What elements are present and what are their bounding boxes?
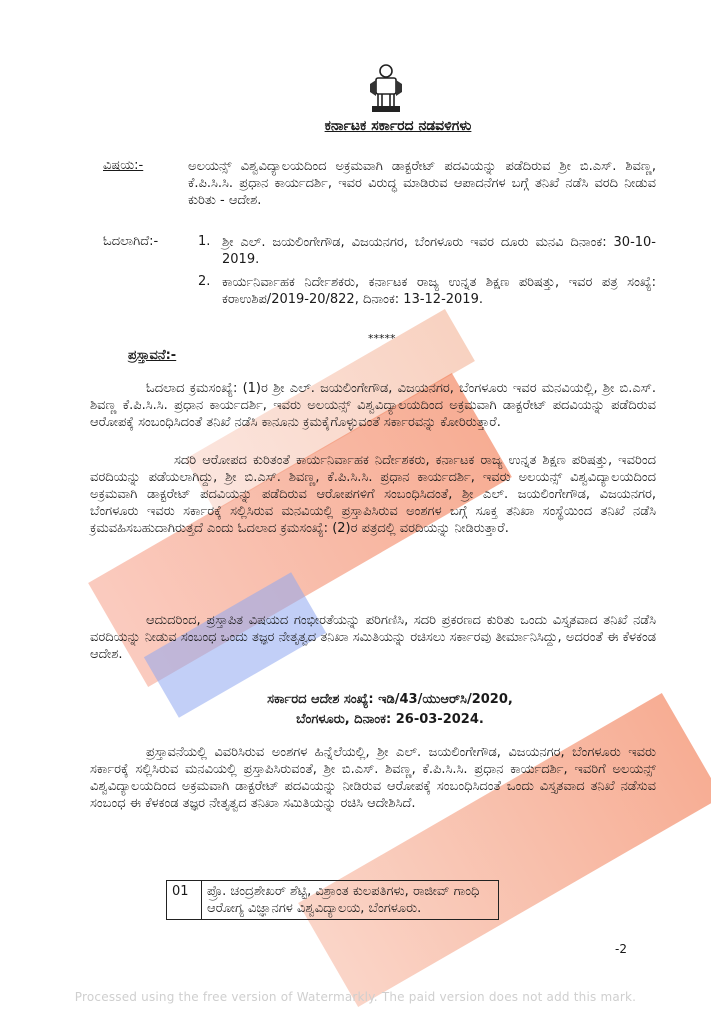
order-body-paragraph: ಪ್ರಸ್ತಾವನೆಯಲ್ಲಿ ವಿವರಿಸಿರುವ ಅಂಶಗಳ ಹಿನ್ನೆಲೆಯಲ್ಲಿ, ಶ್ರೀ ಎಲ್. ಜಯಲಿಂಗೇಗೌಡ, ವಿಜಯನಗರ, ಬೆಂಗಳೂರು ಇವರು ಸರ್ಕಾರಕ್ಕೆ ಸಲ್ಲಿಸಿರುವ ಮನವಿಯಲ್ಲಿ ಪ್ರಸ್ತಾಪಿಸಿರುವಂತೆ, ಶ್ರೀ ಬಿ.ಎಸ್. ಶಿವಣ್ಣ, ಕೆ.ಪಿ.ಸಿ.ಸಿ. ಪ್ರಧಾನ ಕಾರ್ಯದರ್ಶಿ, ಇವರಿಗೆ ಅಲಯನ್ಸ್ ವಿಶ್ವವಿದ್ಯಾಲಯದಿಂದ ಅಕ್ರಮವಾಗಿ ಡಾಕ್ಟರೇಟ್ ಪದವಿಯನ್ನು ನೀಡಿರುವ ಆರೋಪಕ್ಕೆ ಸಂಬಂಧಿಸಿದಂತೆ ಒಂದು ವಿಸ್ತೃತವಾದ ತನಿಖೆ ನಡೆಸುವ ಸಂಬಂಧ ಈ ಕೆಳಕಂಡ ತಜ್ಞರ ನೇತೃತ್ವದ ತನಿಖಾ ಸಮಿತಿಯನ್ನು ರಚಿಸಿ ಆದೇಶಿಸಿದೆ. <box>90 745 656 811</box>
separator-stars: ***** <box>368 332 396 345</box>
reference-number: 1. <box>198 234 211 249</box>
preamble-paragraph: ಆದುದರಿಂದ, ಪ್ರಸ್ತಾಪಿತ ವಿಷಯದ ಗಂಭೀರತೆಯನ್ನು ಪರಿಗಣಿಸಿ, ಸದರಿ ಪ್ರಕರಣದ ಕುರಿತು ಒಂದು ವಿಸ್ತೃತವಾದ ತನಿಖೆ ನಡೆಸಿ ವರದಿಯನ್ನು ನೀಡುವ ಸಂಬಂಧ ಒಂದು ತಜ್ಞರ ನೇತೃತ್ವದ ತನಿಖಾ ಸಮಿತಿಯನ್ನು ರಚಿಸಲು ಸರ್ಕಾರವು ತೀರ್ಮಾನಿಸಿದ್ದು, ಅದರಂತೆ ಈ ಕೆಳಕಂಡ ಆದೇಶ. <box>90 613 656 662</box>
subject-label: ವಿಷಯ:- <box>103 158 144 173</box>
reference-item: ಕಾರ್ಯನಿರ್ವಾಹಕ ನಿರ್ದೇಶಕರು, ಕರ್ನಾಟಕ ರಾಜ್ಯ ಉನ್ನತ ಶಿಕ್ಷಣ ಪರಿಷತ್ತು, ಇವರ ಪತ್ರ ಸಂಖ್ಯೆ: ಕರಾಉಶಿಪ/2019-20/822, ದಿನಾಂಕ: 13-12-2019. <box>222 275 656 307</box>
document-title: ಕರ್ನಾಟಕ ಸರ್ಕಾರದ ನಡವಳಿಗಳು <box>324 118 472 134</box>
order-number: ಸರ್ಕಾರದ ಆದೇಶ ಸಂಖ್ಯೆ: ಇಡಿ/43/ಯುಆರ್‌ಸಿ/2020, <box>267 692 513 707</box>
reference-number: 2. <box>198 274 211 289</box>
watermark-text: Processed using the free version of Watermarkly. The paid version does not add this mark. <box>74 990 637 1004</box>
subject-text: ಅಲಯನ್ಸ್ ವಿಶ್ವವಿದ್ಯಾಲಯದಿಂದ ಅಕ್ರಮವಾಗಿ ಡಾಕ್ಟರೇಟ್ ಪದವಿಯನ್ನು ಪಡೆದಿರುವ ಶ್ರೀ ಬಿ.ಎಸ್. ಶಿವಣ್ಣ, ಕೆ.ಪಿ.ಸಿ.ಸಿ. ಪ್ರಧಾನ ಕಾರ್ಯದರ್ಶಿ, ಇವರ ವಿರುದ್ಧ ಮಾಡಿರುವ ಆಪಾದನೆಗಳ ಬಗ್ಗೆ ತನಿಖೆ ನಡೆಸಿ ವರದಿ ನೀಡುವ ಕುರಿತು - ಆದೇಶ. <box>188 159 656 208</box>
member-name: ಪ್ರೊ. ಚಂದ್ರಶೇಖರ್ ಶೆಟ್ಟಿ, ವಿಶ್ರಾಂತ ಕುಲಪತಿಗಳು, ರಾಜೀವ್ ಗಾಂಧಿ ಆರೋಗ್ಯ ವಿಜ್ಞಾನಗಳ ವಿಶ್ವವಿದ್ಯಾಲಯ, ಬೆಂಗಳೂರು. <box>202 881 499 920</box>
preamble-paragraph: ಓದಲಾದ ಕ್ರಮಸಂಖ್ಯೆ: (1)ರ ಶ್ರೀ ಎಲ್. ಜಯಲಿಂಗೇಗೌಡ, ವಿಜಯನಗರ, ಬೆಂಗಳೂರು ಇವರ ಮನವಿಯಲ್ಲಿ, ಶ್ರೀ ಬಿ.ಎಸ್. ಶಿವಣ್ಣ ಕೆ.ಪಿ.ಸಿ.ಸಿ. ಪ್ರಧಾನ ಕಾರ್ಯದರ್ಶಿ, ಇವರು ಅಲಯನ್ಸ್ ವಿಶ್ವವಿದ್ಯಾಲಯದಿಂದ ಅಕ್ರಮವಾಗಿ ಡಾಕ್ಟರೇಟ್ ಪದವಿಯನ್ನು ಪಡೆದಿರುವ ಆರೋಪಕ್ಕೆ ಸಂಬಂಧಿಸಿದಂತೆ ತನಿಖೆ ನಡೆಸಿ ಕಾನೂನು ಕ್ರಮಕೈಗೊಳ್ಳುವಂತೆ ಸರ್ಕಾರವನ್ನು ಕೋರಿರುತ್ತಾರೆ. <box>90 381 656 430</box>
order-date: ಬೆಂಗಳೂರು, ದಿನಾಂಕ: 26-03-2024. <box>296 712 484 727</box>
references-label: ಓದಲಾಗಿದೆ:- <box>103 234 159 249</box>
preamble-heading: ಪ್ರಸ್ತಾವನೆ:- <box>128 348 177 363</box>
watermark-stripe <box>298 693 711 1007</box>
reference-item: ಶ್ರೀ ಎಲ್. ಜಯಲಿಂಗೇಗೌಡ, ವಿಜಯನಗರ, ಬೆಂಗಳೂರು ಇವರ ದೂರು ಮನವಿ ದಿನಾಂಕ: 30-10-2019. <box>222 235 656 267</box>
member-number: 01 <box>167 881 202 920</box>
preamble-paragraph: ಸದರಿ ಆರೋಪದ ಕುರಿತಂತೆ ಕಾರ್ಯನಿರ್ವಾಹಕ ನಿರ್ದೇಶಕರು, ಕರ್ನಾಟಕ ರಾಜ್ಯ ಉನ್ನತ ಶಿಕ್ಷಣ ಪರಿಷತ್ತು, ಇವರಿಂದ ವರದಿಯನ್ನು ಪಡೆಯಲಾಗಿದ್ದು, ಶ್ರೀ ಬಿ.ಎಸ್. ಶಿವಣ್ಣ, ಕೆ.ಪಿ.ಸಿ.ಸಿ. ಪ್ರಧಾನ ಕಾರ್ಯದರ್ಶಿ, ಇವರು ಅಲಯನ್ಸ್ ವಿಶ್ವವಿದ್ಯಾಲಯದಿಂದ ಅಕ್ರಮವಾಗಿ ಡಾಕ್ಟರೇಟ್ ಪದವಿಯನ್ನು ಪಡೆದಿರುವ ಆರೋಪಗಳಿಗೆ ಸಂಬಂಧಿಸಿದಂತೆ, ಶ್ರೀ ಎಲ್. ಜಯಲಿಂಗೇಗೌಡ, ವಿಜಯನಗರ, ಬೆಂಗಳೂರು ಇವರು ಸರ್ಕಾರಕ್ಕೆ ಸಲ್ಲಿಸಿರುವ ಮನವಿಯಲ್ಲಿ ಪ್ರಸ್ತಾಪಿಸಿರುವ ಅಂಶಗಳ ಬಗ್ಗೆ ಸೂಕ್ತ ತನಿಖಾ ಸಂಸ್ಥೆಯಿಂದ ತನಿಖೆ ನಡೆಸಿ ಕ್ರಮವಹಿಸಬಹುದಾಗಿರುತ್ತದೆ ಎಂದು ಓದಲಾದ ಕ್ರಮಸಂಖ್ಯೆ: (2)ರ ಪತ್ರದಲ್ಲಿ ವರದಿಯನ್ನು ನೀಡಿರುತ್ತಾರೆ. <box>90 453 656 536</box>
government-emblem-icon <box>364 62 408 116</box>
committee-table <box>166 880 499 920</box>
table-row <box>167 881 499 920</box>
order-heading <box>190 690 590 730</box>
page-number: -2 <box>615 942 627 956</box>
